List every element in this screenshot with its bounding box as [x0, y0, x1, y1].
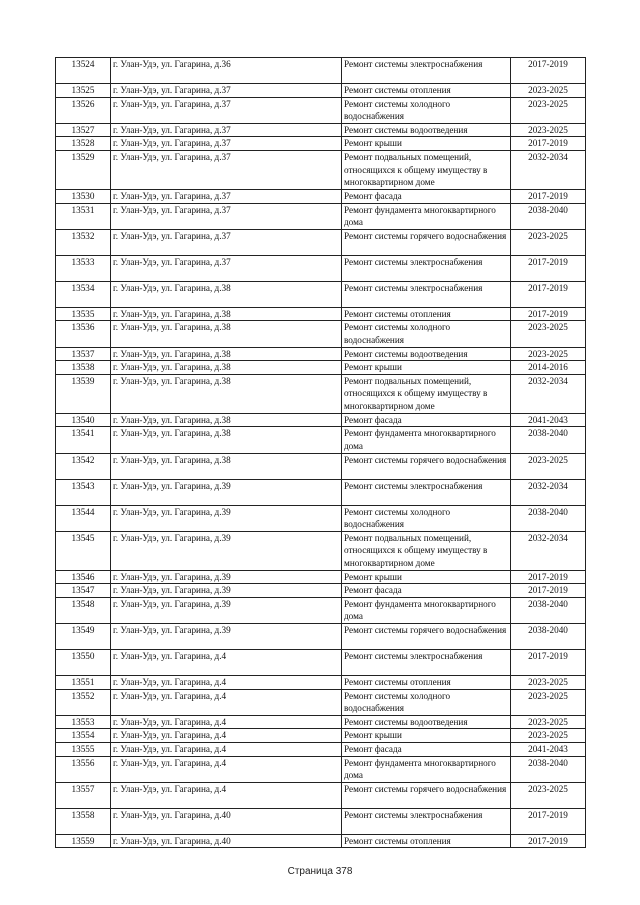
period-cell: 2017-2019	[511, 189, 586, 203]
page-number: Страница 378	[287, 866, 353, 877]
work-type-cell: Ремонт системы горячего водоснабжения	[342, 624, 511, 650]
period-cell: 2023-2025	[511, 321, 586, 347]
period-cell: 2017-2019	[511, 137, 586, 151]
table-row	[56, 97, 586, 123]
address-cell: г. Улан-Удэ, ул. Гагарина, д.37	[111, 255, 342, 281]
row-number-cell: 13540	[56, 413, 111, 427]
table-row	[56, 189, 586, 203]
work-type-cell: Ремонт подвальных помещений, относящихся к общему имуществу в многоквартирном доме	[342, 374, 511, 413]
row-number-cell: 13544	[56, 505, 111, 531]
table-row	[56, 479, 586, 505]
work-type-cell: Ремонт подвальных помещений, относящихся к общему имуществу в многоквартирном доме	[342, 150, 511, 189]
address-cell: г. Улан-Удэ, ул. Гагарина, д.40	[111, 808, 342, 834]
period-cell: 2017-2019	[511, 808, 586, 834]
period-cell: 2023-2025	[511, 229, 586, 255]
row-number-cell: 13558	[56, 808, 111, 834]
work-type-cell: Ремонт системы электроснабжения	[342, 281, 511, 307]
table-row	[56, 453, 586, 479]
period-cell: 2038-2040	[511, 624, 586, 650]
work-type-cell: Ремонт фундамента многоквартирного дома	[342, 597, 511, 623]
work-type-cell: Ремонт системы холодного водоснабжения	[342, 689, 511, 715]
work-type-cell: Ремонт крыши	[342, 729, 511, 743]
repair-schedule-table	[55, 57, 586, 848]
table-row	[56, 531, 586, 570]
row-number-cell: 13538	[56, 361, 111, 375]
address-cell: г. Улан-Удэ, ул. Гагарина, д.37	[111, 189, 342, 203]
work-type-cell: Ремонт системы холодного водоснабжения	[342, 321, 511, 347]
work-type-cell: Ремонт системы холодного водоснабжения	[342, 97, 511, 123]
period-cell: 2023-2025	[511, 676, 586, 690]
work-type-cell: Ремонт системы электроснабжения	[342, 58, 511, 84]
work-type-cell: Ремонт системы отопления	[342, 84, 511, 98]
address-cell: г. Улан-Удэ, ул. Гагарина, д.4	[111, 743, 342, 757]
period-cell: 2017-2019	[511, 834, 586, 848]
work-type-cell: Ремонт системы электроснабжения	[342, 650, 511, 676]
row-number-cell: 13525	[56, 84, 111, 98]
row-number-cell: 13553	[56, 715, 111, 729]
work-type-cell: Ремонт системы водоотведения	[342, 347, 511, 361]
address-cell: г. Улан-Удэ, ул. Гагарина, д.39	[111, 479, 342, 505]
period-cell: 2023-2025	[511, 453, 586, 479]
row-number-cell: 13547	[56, 584, 111, 598]
address-cell: г. Улан-Удэ, ул. Гагарина, д.37	[111, 203, 342, 229]
work-type-cell: Ремонт фундамента многоквартирного дома	[342, 427, 511, 453]
work-type-cell: Ремонт крыши	[342, 137, 511, 151]
table-row	[56, 255, 586, 281]
row-number-cell: 13536	[56, 321, 111, 347]
table-row	[56, 203, 586, 229]
work-type-cell: Ремонт крыши	[342, 361, 511, 375]
row-number-cell: 13526	[56, 97, 111, 123]
work-type-cell: Ремонт фасада	[342, 584, 511, 598]
address-cell: г. Улан-Удэ, ул. Гагарина, д.37	[111, 84, 342, 98]
row-number-cell: 13534	[56, 281, 111, 307]
row-number-cell: 13551	[56, 676, 111, 690]
work-type-cell: Ремонт фундамента многоквартирного дома	[342, 203, 511, 229]
row-number-cell: 13539	[56, 374, 111, 413]
address-cell: г. Улан-Удэ, ул. Гагарина, д.4	[111, 689, 342, 715]
period-cell: 2023-2025	[511, 782, 586, 808]
table-row	[56, 427, 586, 453]
address-cell: г. Улан-Удэ, ул. Гагарина, д.39	[111, 505, 342, 531]
address-cell: г. Улан-Удэ, ул. Гагарина, д.4	[111, 676, 342, 690]
row-number-cell: 13527	[56, 123, 111, 137]
address-cell: г. Улан-Удэ, ул. Гагарина, д.37	[111, 229, 342, 255]
work-type-cell: Ремонт фасада	[342, 743, 511, 757]
table-row	[56, 624, 586, 650]
period-cell: 2041-2043	[511, 413, 586, 427]
table-row	[56, 137, 586, 151]
work-type-cell: Ремонт системы электроснабжения	[342, 808, 511, 834]
row-number-cell: 13524	[56, 58, 111, 84]
table-row	[56, 321, 586, 347]
row-number-cell: 13552	[56, 689, 111, 715]
row-number-cell: 13557	[56, 782, 111, 808]
address-cell: г. Улан-Удэ, ул. Гагарина, д.39	[111, 624, 342, 650]
period-cell: 2038-2040	[511, 756, 586, 782]
address-cell: г. Улан-Удэ, ул. Гагарина, д.39	[111, 584, 342, 598]
period-cell: 2038-2040	[511, 203, 586, 229]
row-number-cell: 13529	[56, 150, 111, 189]
period-cell: 2017-2019	[511, 584, 586, 598]
table-body	[56, 58, 586, 848]
period-cell: 2023-2025	[511, 729, 586, 743]
work-type-cell: Ремонт системы водоотведения	[342, 715, 511, 729]
period-cell: 2023-2025	[511, 689, 586, 715]
row-number-cell: 13545	[56, 531, 111, 570]
row-number-cell: 13542	[56, 453, 111, 479]
work-type-cell: Ремонт фасада	[342, 413, 511, 427]
table-row	[56, 361, 586, 375]
period-cell: 2041-2043	[511, 743, 586, 757]
row-number-cell: 13559	[56, 834, 111, 848]
period-cell: 2017-2019	[511, 58, 586, 84]
address-cell: г. Улан-Удэ, ул. Гагарина, д.38	[111, 361, 342, 375]
work-type-cell: Ремонт системы водоотведения	[342, 123, 511, 137]
table-row	[56, 84, 586, 98]
period-cell: 2014-2016	[511, 361, 586, 375]
address-cell: г. Улан-Удэ, ул. Гагарина, д.4	[111, 650, 342, 676]
period-cell: 2023-2025	[511, 123, 586, 137]
period-cell: 2038-2040	[511, 597, 586, 623]
address-cell: г. Улан-Удэ, ул. Гагарина, д.39	[111, 570, 342, 584]
period-cell: 2017-2019	[511, 650, 586, 676]
row-number-cell: 13546	[56, 570, 111, 584]
row-number-cell: 13549	[56, 624, 111, 650]
period-cell: 2032-2034	[511, 374, 586, 413]
row-number-cell: 13528	[56, 137, 111, 151]
period-cell: 2023-2025	[511, 97, 586, 123]
address-cell: г. Улан-Удэ, ул. Гагарина, д.37	[111, 137, 342, 151]
work-type-cell: Ремонт крыши	[342, 570, 511, 584]
address-cell: г. Улан-Удэ, ул. Гагарина, д.36	[111, 58, 342, 84]
work-type-cell: Ремонт системы электроснабжения	[342, 255, 511, 281]
address-cell: г. Улан-Удэ, ул. Гагарина, д.38	[111, 453, 342, 479]
period-cell: 2032-2034	[511, 150, 586, 189]
table-row	[56, 413, 586, 427]
address-cell: г. Улан-Удэ, ул. Гагарина, д.37	[111, 123, 342, 137]
table-row	[56, 756, 586, 782]
table-row	[56, 689, 586, 715]
table-row	[56, 307, 586, 321]
period-cell: 2023-2025	[511, 715, 586, 729]
table-row	[56, 676, 586, 690]
table-row	[56, 650, 586, 676]
table-row	[56, 505, 586, 531]
table-row	[56, 229, 586, 255]
table-row	[56, 347, 586, 361]
table-row	[56, 743, 586, 757]
row-number-cell: 13531	[56, 203, 111, 229]
table-row	[56, 570, 586, 584]
work-type-cell: Ремонт фасада	[342, 189, 511, 203]
address-cell: г. Улан-Удэ, ул. Гагарина, д.37	[111, 150, 342, 189]
row-number-cell: 13533	[56, 255, 111, 281]
row-number-cell: 13550	[56, 650, 111, 676]
work-type-cell: Ремонт системы горячего водоснабжения	[342, 782, 511, 808]
address-cell: г. Улан-Удэ, ул. Гагарина, д.38	[111, 427, 342, 453]
table-row	[56, 729, 586, 743]
address-cell: г. Улан-Удэ, ул. Гагарина, д.40	[111, 834, 342, 848]
work-type-cell: Ремонт системы отопления	[342, 834, 511, 848]
row-number-cell: 13535	[56, 307, 111, 321]
address-cell: г. Улан-Удэ, ул. Гагарина, д.4	[111, 782, 342, 808]
table-row	[56, 58, 586, 84]
address-cell: г. Улан-Удэ, ул. Гагарина, д.38	[111, 347, 342, 361]
table-row	[56, 584, 586, 598]
address-cell: г. Улан-Удэ, ул. Гагарина, д.38	[111, 413, 342, 427]
work-type-cell: Ремонт системы холодного водоснабжения	[342, 505, 511, 531]
address-cell: г. Улан-Удэ, ул. Гагарина, д.39	[111, 597, 342, 623]
table-row	[56, 374, 586, 413]
period-cell: 2017-2019	[511, 255, 586, 281]
row-number-cell: 13548	[56, 597, 111, 623]
address-cell: г. Улан-Удэ, ул. Гагарина, д.38	[111, 374, 342, 413]
row-number-cell: 13537	[56, 347, 111, 361]
period-cell: 2023-2025	[511, 84, 586, 98]
period-cell: 2038-2040	[511, 427, 586, 453]
table-row	[56, 834, 586, 848]
address-cell: г. Улан-Удэ, ул. Гагарина, д.4	[111, 729, 342, 743]
row-number-cell: 13543	[56, 479, 111, 505]
period-cell: 2023-2025	[511, 347, 586, 361]
period-cell: 2017-2019	[511, 307, 586, 321]
row-number-cell: 13532	[56, 229, 111, 255]
row-number-cell: 13555	[56, 743, 111, 757]
address-cell: г. Улан-Удэ, ул. Гагарина, д.38	[111, 307, 342, 321]
address-cell: г. Улан-Удэ, ул. Гагарина, д.4	[111, 715, 342, 729]
period-cell: 2017-2019	[511, 570, 586, 584]
address-cell: г. Улан-Удэ, ул. Гагарина, д.38	[111, 281, 342, 307]
table-row	[56, 597, 586, 623]
work-type-cell: Ремонт подвальных помещений, относящихся к общему имуществу в многоквартирном доме	[342, 531, 511, 570]
table-row	[56, 123, 586, 137]
work-type-cell: Ремонт системы отопления	[342, 307, 511, 321]
work-type-cell: Ремонт системы горячего водоснабжения	[342, 229, 511, 255]
row-number-cell: 13554	[56, 729, 111, 743]
table-row	[56, 808, 586, 834]
row-number-cell: 13556	[56, 756, 111, 782]
table-row	[56, 715, 586, 729]
work-type-cell: Ремонт системы электроснабжения	[342, 479, 511, 505]
address-cell: г. Улан-Удэ, ул. Гагарина, д.4	[111, 756, 342, 782]
table-row	[56, 281, 586, 307]
work-type-cell: Ремонт системы горячего водоснабжения	[342, 453, 511, 479]
period-cell: 2038-2040	[511, 505, 586, 531]
address-cell: г. Улан-Удэ, ул. Гагарина, д.38	[111, 321, 342, 347]
table-row	[56, 150, 586, 189]
address-cell: г. Улан-Удэ, ул. Гагарина, д.37	[111, 97, 342, 123]
work-type-cell: Ремонт системы отопления	[342, 676, 511, 690]
row-number-cell: 13530	[56, 189, 111, 203]
table-row	[56, 782, 586, 808]
period-cell: 2017-2019	[511, 281, 586, 307]
address-cell: г. Улан-Удэ, ул. Гагарина, д.39	[111, 531, 342, 570]
row-number-cell: 13541	[56, 427, 111, 453]
period-cell: 2032-2034	[511, 531, 586, 570]
period-cell: 2032-2034	[511, 479, 586, 505]
work-type-cell: Ремонт фундамента многоквартирного дома	[342, 756, 511, 782]
